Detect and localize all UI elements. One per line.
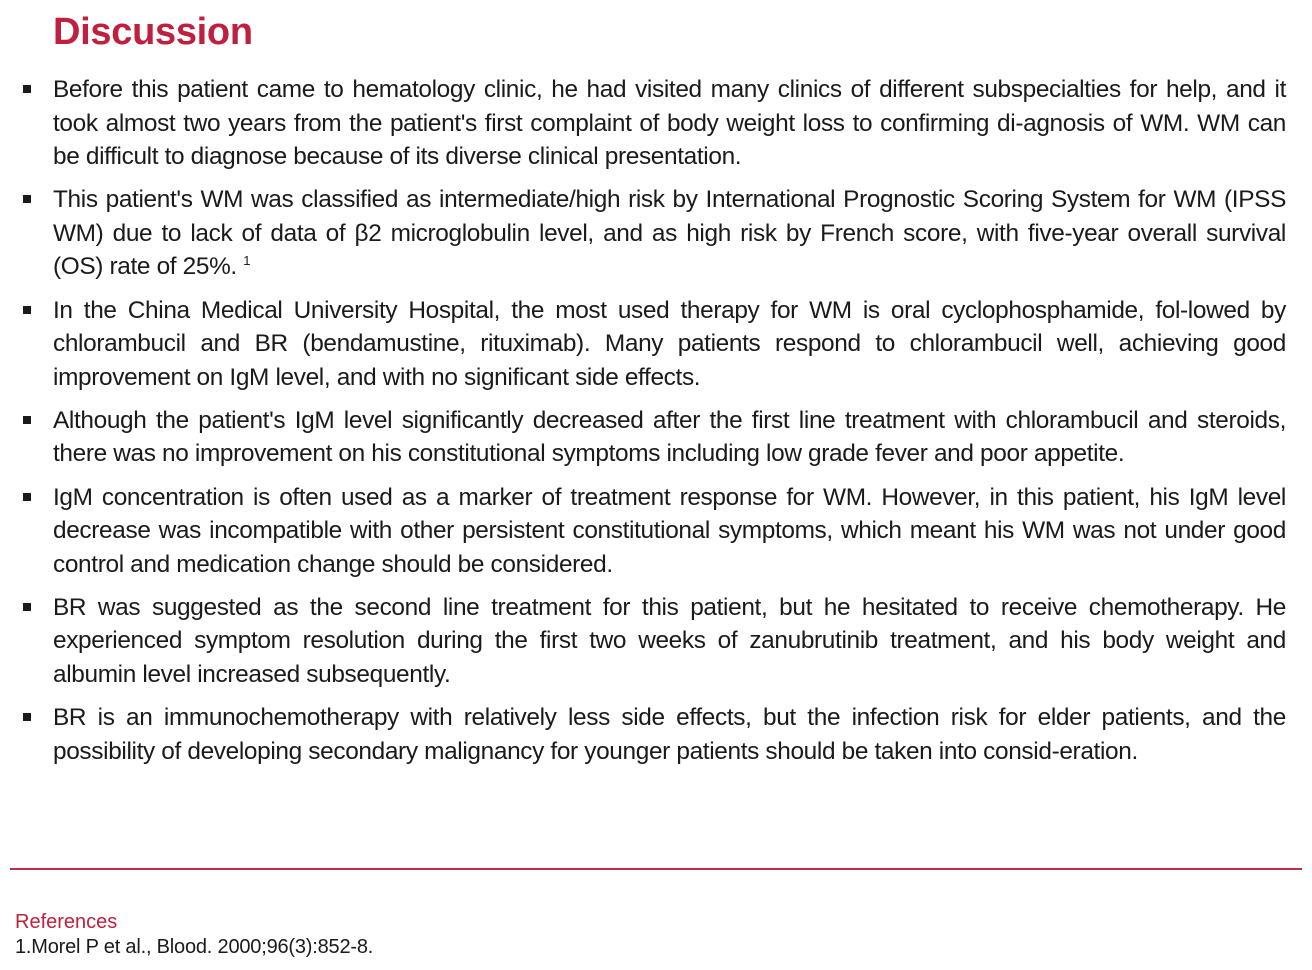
section-divider	[10, 868, 1302, 870]
bullet-text: IgM concentration is often used as a marker of treatment response for WM. However, in this patient, his IgM level decrease was incompatible with other persistent constitutional symptoms, which meant his WM was not under good control and medication change should be considered.	[53, 483, 1286, 578]
references-heading: References	[15, 911, 118, 933]
page-title: Discussion	[53, 11, 253, 53]
bullet-item	[0, 481, 1312, 582]
square-bullet-icon	[23, 195, 31, 203]
bullet-item	[0, 183, 1312, 284]
square-bullet-icon	[23, 493, 31, 501]
bullet-item	[0, 701, 1312, 768]
bullet-text: BR was suggested as the second line treatment for this patient, but he hesitated to receive chemotherapy. He experienced symptom resolution during the first two weeks of zanubrutinib treatment, and his body weight and albumin level increased subsequently.	[53, 593, 1286, 688]
square-bullet-icon	[23, 603, 31, 611]
reference-item: 1.Morel P et al., Blood. 2000;96(3):852-8.	[15, 936, 374, 958]
bullet-text: Although the patient's IgM level significantly decreased after the first line treatment with chlorambucil and steroids, there was no improvement on his constitutional symptoms including low grade fever and poor appetite.	[53, 406, 1286, 468]
square-bullet-icon	[23, 85, 31, 93]
discussion-bullet-list	[0, 73, 1312, 778]
citation-superscript: 1	[243, 253, 251, 269]
bullet-text: This patient's WM was classified as intermediate/high risk by International Prognostic Scoring System for WM (IPSS WM) due to lack of data of β2 microglobulin level, and as high risk by French score, with five-year overall survival (OS) rate of 25%.	[53, 186, 1286, 281]
bullet-item	[0, 591, 1312, 692]
bullet-item	[0, 294, 1312, 395]
bullet-item	[0, 404, 1312, 471]
bullet-text: In the China Medical University Hospital, the most used therapy for WM is oral cyclophosphamide, fol-lowed by chlorambucil and BR (bendamustine, rituximab). Many patients respond to chlorambucil well, achieving good improvement on IgM level, and with no significant side effects.	[53, 296, 1286, 391]
bullet-text: BR is an immunochemotherapy with relatively less side effects, but the infection risk for elder patients, and the possibility of developing secondary malignancy for younger patients should be taken into consid-eration.	[53, 704, 1286, 765]
square-bullet-icon	[23, 416, 31, 424]
bullet-item	[0, 73, 1312, 174]
bullet-text: Before this patient came to hematology clinic, he had visited many clinics of different subspecialties for help, and it took almost two years from the patient's first complaint of body weight loss to confirming di-agnosis of WM. WM can be difficult to diagnose because of its diverse clinical presentation.	[53, 76, 1286, 171]
square-bullet-icon	[23, 306, 31, 314]
square-bullet-icon	[23, 713, 31, 721]
